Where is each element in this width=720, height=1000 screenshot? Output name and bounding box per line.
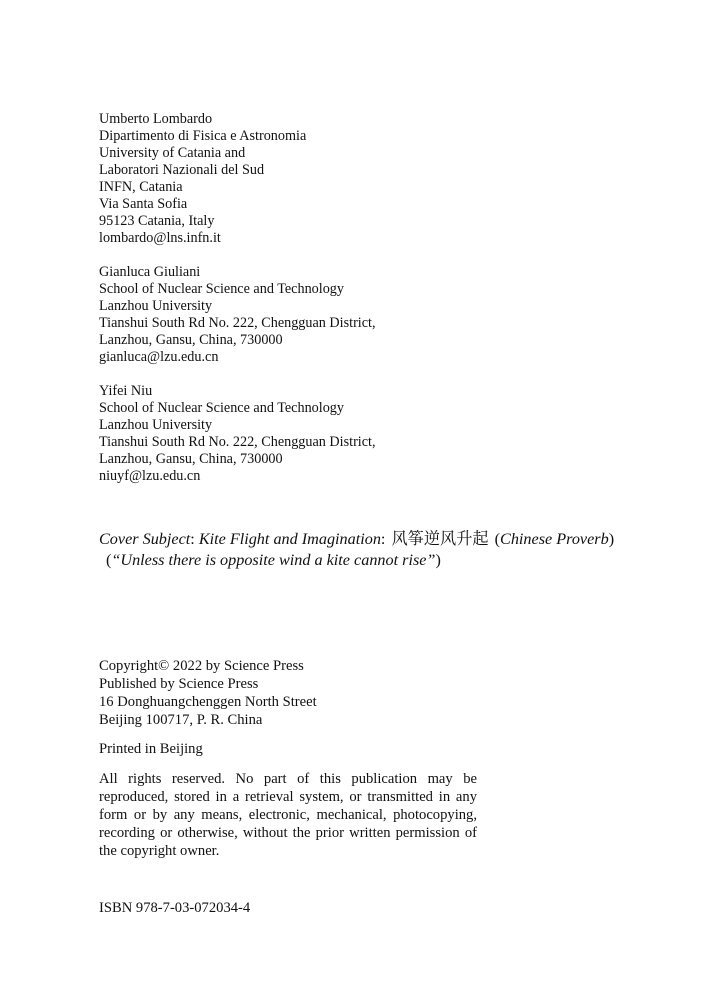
author-department: Dipartimento di Fisica e Astronomia	[99, 128, 307, 144]
proverb-paren-close: )	[608, 530, 615, 548]
author-department: School of Nuclear Science and Technology	[99, 400, 344, 416]
author-institution: University of Catania and	[99, 145, 246, 161]
printed-in: Printed in Beijing	[99, 741, 203, 757]
author-list	[99, 111, 376, 485]
isbn: ISBN 978-7-03-072034-4	[99, 900, 251, 916]
author-email: gianluca@lzu.edu.cn	[99, 349, 219, 365]
cover-colon: :	[380, 530, 386, 548]
cover-label: Cover Subject	[99, 530, 191, 548]
proverb-translation: “Unless there is opposite wind a kite cannot rise”	[111, 551, 436, 569]
publisher-address: 16 Donghuangchenggen North Street	[99, 694, 317, 710]
cover-line-1	[99, 530, 614, 548]
author-block-lombardo	[99, 111, 376, 247]
publisher-address: Beijing 100717, P. R. China	[99, 712, 263, 728]
proverb-label: Chinese Proverb	[500, 530, 609, 548]
author-address: Via Santa Sofia	[99, 196, 188, 212]
author-address: Lanzhou, Gansu, China, 730000	[99, 332, 283, 348]
author-block-niu	[99, 383, 376, 485]
isbn-block	[99, 899, 250, 917]
quote-paren-close: )	[435, 551, 441, 569]
publisher-block	[99, 657, 317, 729]
author-name: Gianluca Giuliani	[99, 264, 201, 280]
publisher-name: Published by Science Press	[99, 676, 259, 692]
author-name: Yifei Niu	[99, 383, 153, 399]
author-address: Lanzhou, Gansu, China, 730000	[99, 451, 283, 467]
cover-colon: :	[190, 530, 195, 548]
proverb-paren-open: (	[494, 530, 501, 548]
cover-subject	[99, 529, 614, 571]
author-name: Umberto Lombardo	[99, 111, 213, 127]
cover-line-2	[99, 550, 614, 571]
printed-in-block	[99, 740, 203, 758]
author-institution: Laboratori Nazionali del Sud	[99, 162, 265, 178]
author-email: lombardo@lns.infn.it	[99, 230, 221, 246]
author-email: niuyf@lzu.edu.cn	[99, 468, 201, 484]
copyright-line: Copyright© 2022 by Science Press	[99, 658, 304, 674]
cover-chinese-proverb: 风筝逆风升起	[391, 530, 489, 548]
rights-statement: All rights reserved. No part of this publication may be reproduced, stored in a retrieval system, or transmitted in any form or by any means, electronic, mechanical, photocopying, recording or otherwise, without the prior written permission of the copyright owner.	[99, 771, 477, 859]
author-address: 95123 Catania, Italy	[99, 213, 215, 229]
author-institution: Lanzhou University	[99, 417, 213, 433]
author-department: School of Nuclear Science and Technology	[99, 281, 344, 297]
author-address: Tianshui South Rd No. 222, Chengguan District,	[99, 434, 376, 450]
cover-title: Kite Flight and Imagination	[198, 530, 381, 548]
author-institution: INFN, Catania	[99, 179, 183, 195]
quote-paren-open: (	[106, 551, 112, 569]
author-institution: Lanzhou University	[99, 298, 213, 314]
author-block-giuliani	[99, 264, 376, 366]
author-address: Tianshui South Rd No. 222, Chengguan District,	[99, 315, 376, 331]
